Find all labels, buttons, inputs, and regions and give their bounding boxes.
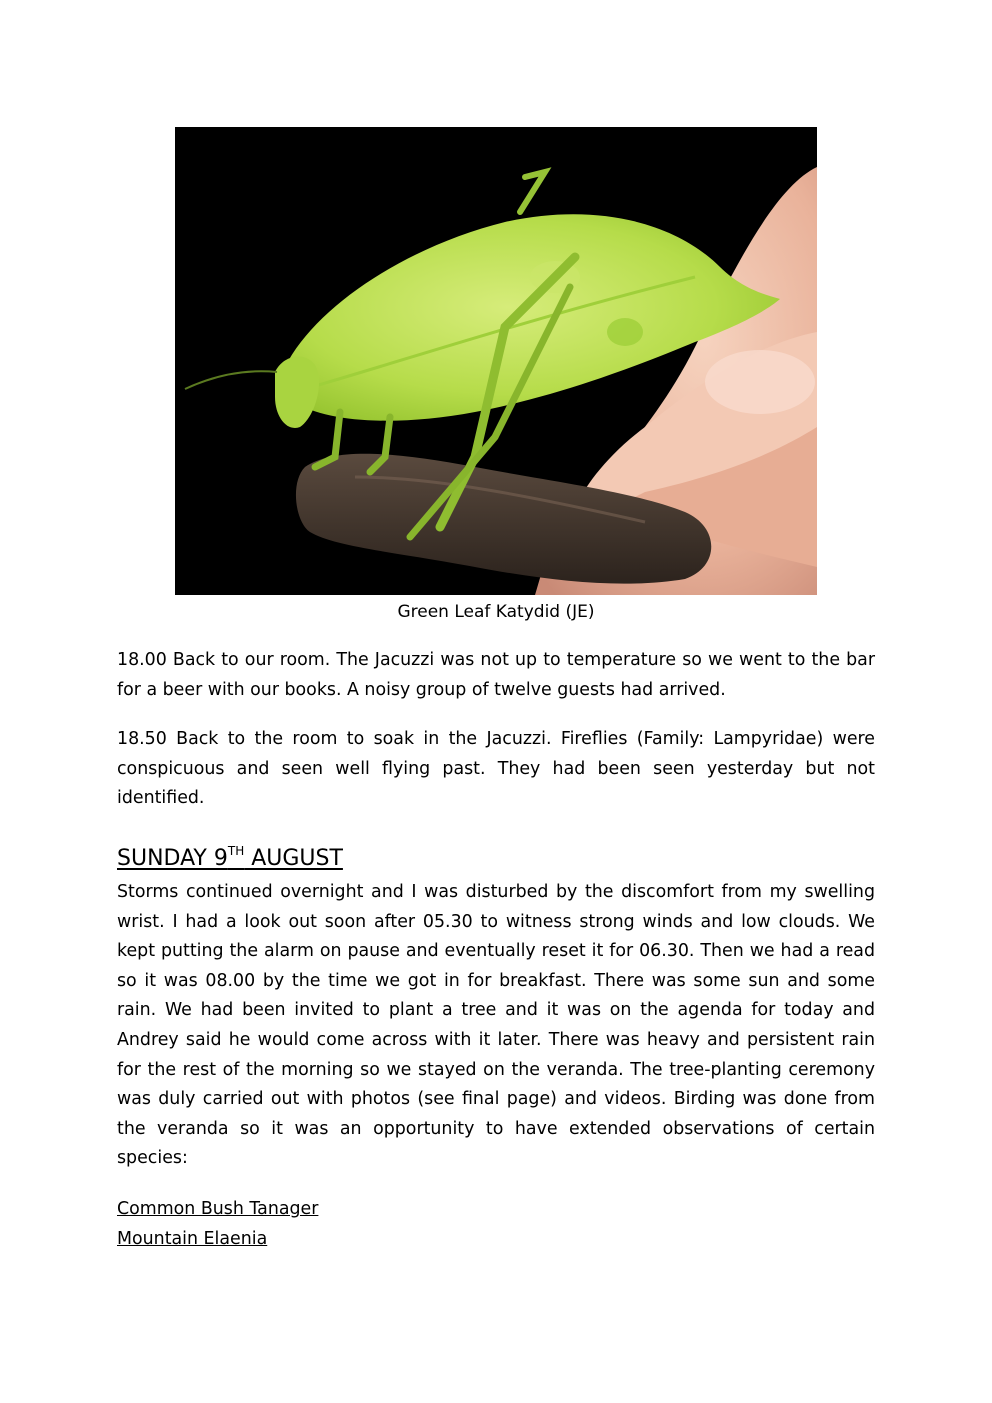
katydid-illustration: [175, 127, 817, 595]
day-heading-ordinal: TH: [227, 844, 245, 858]
species-item: Common Bush Tanager: [117, 1199, 319, 1219]
paragraph-1850: 18.50 Back to the room to soak in the Jacuzzi. Fireflies (Family: Lampyridae) were conspicuous and seen well flying past. They had been seen yesterday but not identified.: [117, 729, 875, 809]
day-heading-text: SUNDAY 9: [117, 846, 228, 871]
paragraph-sunday: Storms continued overnight and I was disturbed by the discomfort from my swelling wrist. I had a look out soon after 05.30 to witness strong winds and low clouds. We kept putting the alarm on pause and eventually reset it for 06.30. Then we had a read so it was 08.00 by the time we got in for breakfast. There was some sun and some rain. We had been invited to plant a tree and it was on the agenda for today and Andrey said he would come across with it later. There was heavy and persistent rain for the rest of the morning so we stayed on the veranda. The tree-planting ceremony was duly carried out with photos (see final page) and videos. Birding was done from the veranda so it was an opportunity to have extended observations of certain species:: [117, 882, 875, 1169]
paragraph-1800: 18.00 Back to our room. The Jacuzzi was not up to temperature so we went to the bar for a beer with our books. A noisy group of twelve guests had arrived.: [117, 650, 875, 700]
day-heading-month: AUGUST: [244, 846, 343, 871]
species-item: Mountain Elaenia: [117, 1229, 268, 1249]
day-heading: [117, 844, 343, 874]
katydid-photo: [175, 127, 817, 595]
photo-caption: Green Leaf Katydid (JE): [397, 602, 595, 622]
